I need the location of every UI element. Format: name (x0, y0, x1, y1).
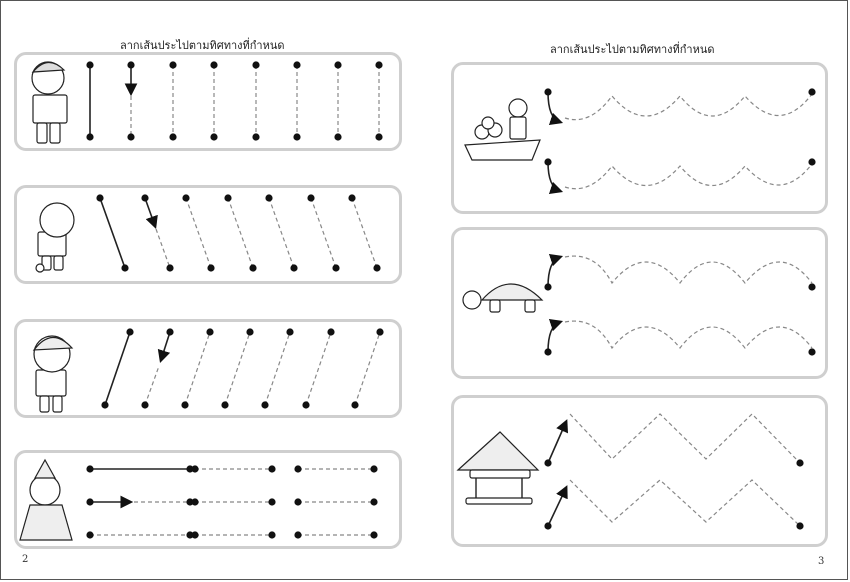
dot (796, 459, 803, 466)
dashed-line (269, 198, 294, 268)
solid-line (105, 332, 130, 405)
dot (370, 498, 377, 505)
arrow-line (161, 332, 170, 360)
dot (127, 61, 134, 68)
dot (808, 88, 815, 95)
arrow-curve (548, 322, 560, 352)
dot (96, 194, 103, 201)
dashed-line (225, 332, 250, 405)
vendor-body (510, 117, 526, 139)
soldier-leg (50, 123, 60, 143)
dashed-line (265, 332, 290, 405)
dot (191, 531, 198, 538)
dot (126, 328, 133, 335)
dot (86, 531, 93, 538)
dot (268, 465, 275, 472)
vendor-head (509, 99, 527, 117)
dot (101, 401, 108, 408)
dot (181, 401, 188, 408)
boy-hair (34, 337, 72, 350)
dot (206, 328, 213, 335)
dot (376, 328, 383, 335)
dot (191, 465, 198, 472)
dot (169, 61, 176, 68)
dot (252, 133, 259, 140)
dot (544, 88, 551, 95)
dot (375, 133, 382, 140)
boy-leg (40, 396, 49, 412)
dashed-line (352, 198, 377, 268)
soldier-hat (33, 62, 64, 72)
dashed-curve (565, 321, 812, 348)
pavilion-base (466, 498, 532, 504)
dot (224, 194, 231, 201)
dashed-line (145, 366, 159, 405)
dot (375, 61, 382, 68)
dot (286, 328, 293, 335)
dot (808, 283, 815, 290)
dot (191, 498, 198, 505)
arrow-line (548, 422, 566, 463)
dot (544, 348, 551, 355)
dashed-curve (565, 164, 812, 189)
dot (207, 264, 214, 271)
turtle-leg (490, 300, 500, 312)
dashed-line (311, 198, 336, 268)
solid-line (100, 198, 125, 268)
dot (293, 61, 300, 68)
arrow-line (145, 198, 155, 226)
dot (86, 61, 93, 68)
dot (261, 401, 268, 408)
dot (370, 465, 377, 472)
dot (169, 133, 176, 140)
dashed-curve (565, 94, 812, 120)
dot (252, 61, 259, 68)
turtle-leg (525, 300, 535, 312)
arrow-curve (548, 257, 560, 287)
dancer-head (30, 475, 60, 505)
turtle-head (463, 291, 481, 309)
dot (373, 264, 380, 271)
dot (307, 194, 314, 201)
dot (544, 459, 551, 466)
dot (544, 283, 551, 290)
dashed-line (306, 332, 331, 405)
dot (370, 531, 377, 538)
dot (268, 531, 275, 538)
dashed-line (185, 332, 210, 405)
boy-body (36, 370, 66, 396)
dot (210, 61, 217, 68)
dot (544, 158, 551, 165)
dot (265, 194, 272, 201)
dot (332, 264, 339, 271)
dot (290, 264, 297, 271)
dot (166, 328, 173, 335)
dashed-curve (565, 256, 812, 283)
boy-leg (53, 396, 62, 412)
dashed-line (355, 332, 380, 405)
pavilion-roof (458, 432, 538, 470)
arrow-curve (548, 162, 560, 191)
dashed-line (156, 229, 170, 268)
dot (808, 348, 815, 355)
right-page-number: 3 (818, 556, 825, 567)
soldier-leg (37, 123, 47, 143)
dot (302, 401, 309, 408)
dot (246, 328, 253, 335)
dot (86, 133, 93, 140)
fruit (482, 117, 494, 129)
dot (166, 264, 173, 271)
dot (334, 61, 341, 68)
dot (268, 498, 275, 505)
dashed-curve (570, 480, 800, 526)
dancer-crown (35, 460, 55, 478)
dancer-body (20, 505, 72, 540)
dot (293, 133, 300, 140)
dot (86, 498, 93, 505)
arrow-line (548, 488, 566, 526)
left-page-number: 2 (22, 554, 29, 565)
dot (86, 465, 93, 472)
toy-top (36, 264, 44, 272)
dot (334, 133, 341, 140)
dot (544, 522, 551, 529)
right-page-title: ลากเส้นประไปตามทิศทางที่กำหนด (550, 43, 715, 56)
dot (121, 264, 128, 271)
arrow-curve (548, 92, 560, 122)
dot (127, 133, 134, 140)
pavilion-floor-top (470, 470, 530, 478)
dashed-curve (570, 414, 800, 463)
dashed-line (228, 198, 253, 268)
left-page-title: ลากเส้นประไปตามทิศทางที่กำหนด (120, 39, 285, 52)
boat-hull (465, 140, 540, 160)
dot (348, 194, 355, 201)
boy-head (40, 203, 74, 237)
boy-leg (54, 256, 63, 270)
turtle-shell (482, 284, 542, 300)
dot (182, 194, 189, 201)
dot (351, 401, 358, 408)
dot (141, 194, 148, 201)
dashed-line (186, 198, 211, 268)
dot (221, 401, 228, 408)
dot (294, 465, 301, 472)
dot (808, 158, 815, 165)
dot (796, 522, 803, 529)
dot (327, 328, 334, 335)
dot (249, 264, 256, 271)
dot (294, 498, 301, 505)
soldier-body (33, 95, 67, 123)
dot (294, 531, 301, 538)
dot (210, 133, 217, 140)
dot (141, 401, 148, 408)
